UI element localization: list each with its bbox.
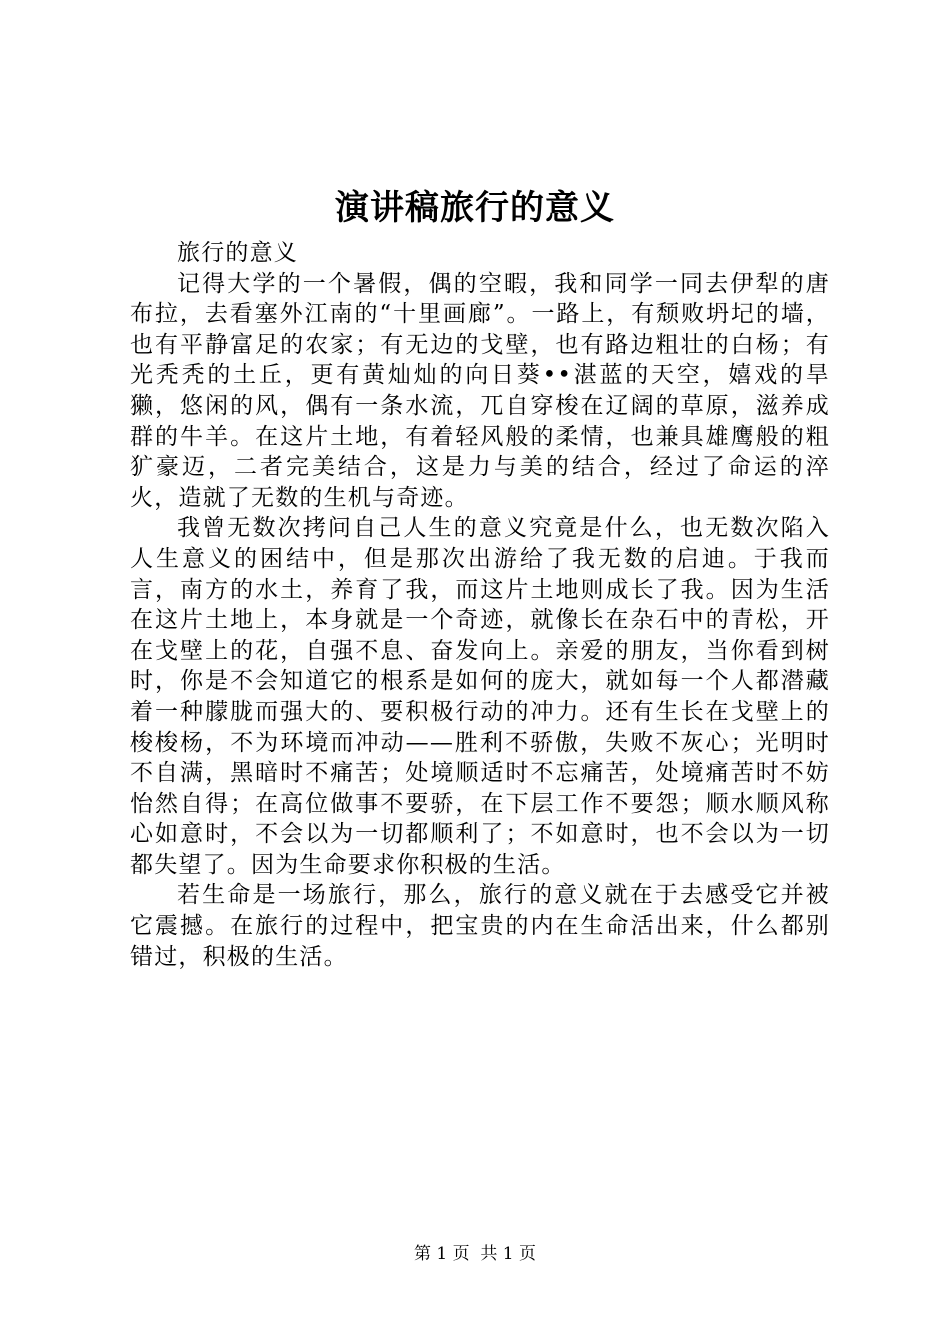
document-body	[130, 238, 830, 972]
total-pages-label: 共 1 页	[480, 1244, 537, 1264]
document-title: 演讲稿旅行的意义	[335, 188, 615, 228]
page-number-label: 第 1 页	[413, 1244, 470, 1264]
document-subheading: 旅行的意义	[177, 240, 298, 266]
paragraph-1: 记得大学的一个暑假，偶的空暇，我和同学一同去伊犁的唐布拉，去看塞外江南的“十里画廊”。一路上，有颓败坍圮的墙，也有平静富足的农家；有无边的戈壁，也有路边粗壮的白杨；有光秃秃的土丘，更有黄灿灿的向日葵••湛蓝的天空，嬉戏的旱獭，悠闲的风，偶有一条水流，兀自穿梭在辽阔的草原，滋养成群的牛羊。在这片土地，有着轻风般的柔情，也兼具雄鹰般的粗犷豪迈，二者完美结合，这是力与美的结合，经过了命运的淬火，造就了无数的生机与奇迹。	[130, 270, 830, 511]
footer-separator	[470, 1244, 481, 1264]
paragraph-2: 我曾无数次拷问自己人生的意义究竟是什么，也无数次陷入人生意义的困结中，但是那次出游给了我无数的启迪。于我而言，南方的水土，养育了我，而这片土地则成长了我。因为生活在这片土地上，本身就是一个奇迹，就像长在杂石中的青松，开在戈壁上的花，自强不息、奋发向上。亲爱的朋友，当你看到树时，你是不会知道它的根系是如何的庞大，就如每一个人都潜藏着一种朦胧而强大的、要积极行动的冲力。还有生长在戈壁上的梭梭杨，不为环境而冲动——胜利不骄傲，失败不灰心；光明时不自满，黑暗时不痛苦；处境顺适时不忘痛苦，处境痛苦时不妨怡然自得；在高位做事不要骄，在下层工作不要怨；顺水顺风称心如意时，不会以为一切都顺利了；不如意时，也不会以为一切都失望了。因为生命要求你积极的生活。	[130, 515, 830, 878]
page-footer	[0, 1242, 950, 1266]
paragraph-3: 若生命是一场旅行，那么，旅行的意义就在于去感受它并被它震撼。在旅行的过程中，把宝贵的内在生命活出来，什么都别错过，积极的生活。	[130, 882, 830, 970]
